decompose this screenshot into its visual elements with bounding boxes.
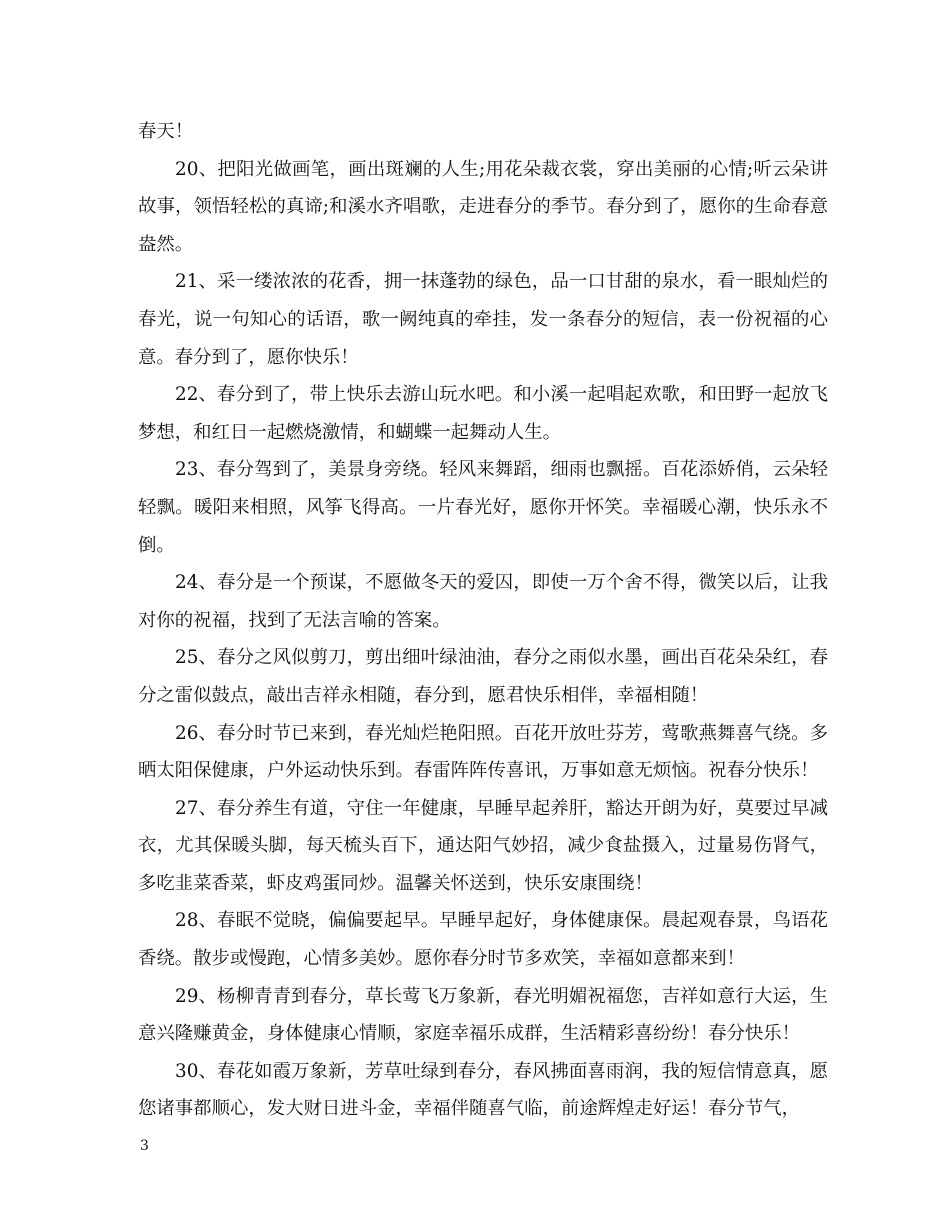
paragraph-23: 23、春分驾到了，美景身旁绕。轻风来舞蹈，细雨也飘摇。百花添娇俏，云朵轻轻飘。暖阳来相照，风筝飞得高。一片春光好，愿你开怀笑。幸福暖心潮，快乐永不倒。 [138, 459, 828, 556]
paragraph-30: 30、春花如霞万象新，芳草吐绿到春分，春风拂面喜雨润，我的短信情意真，愿您诸事都顺心，发大财日进斗金，幸福伴随喜气临，前途辉煌走好运！春分节气， [138, 1060, 828, 1120]
body-text [138, 113, 828, 1128]
paragraph-25: 25、春分之风似剪刀，剪出细叶绿油油，春分之雨似水墨，画出百花朵朵红，春分之雷似鼓点，敲出吉祥永相随，春分到，愿君快乐相伴，幸福相随！ [138, 647, 828, 706]
paragraph-24: 24、春分是一个预谋，不愿做冬天的爱囚，即使一万个舍不得，微笑以后，让我对你的祝福，找到了无法言喻的答案。 [138, 572, 828, 631]
paragraph-continuation: 春天！ [138, 121, 194, 142]
paragraph-21: 21、采一缕浓浓的花香，拥一抹蓬勃的绿色，品一口甘甜的泉水，看一眼灿烂的春光，说一句知心的话语，歌一阙纯真的牵挂，发一条春分的短信，表一份祝福的心意。春分到了，愿你快乐！ [138, 271, 828, 368]
paragraph-28: 28、春眠不觉晓，偏偏要起早。早睡早起好，身体健康保。晨起观春景，鸟语花香绕。散步或慢跑，心情多美妙。愿你春分时节多欢笑，幸福如意都来到！ [138, 910, 828, 970]
paragraph-22: 22、春分到了，带上快乐去游山玩水吧。和小溪一起唱起欢歌，和田野一起放飞梦想，和红日一起燃烧激情，和蝴蝶一起舞动人生。 [138, 384, 828, 443]
paragraph-27: 27、春分养生有道，守住一年健康，早睡早起养肝，豁达开朗为好，莫要过早减衣，尤其保暖头脚，每天梳头百下，通达阳气妙招，减少食盐摄入，过量易伤肾气，多吃韭菜香菜，虾皮鸡蛋同炒。温馨关怀送到，快乐安康围绕！ [138, 797, 828, 894]
page-number: 3 [140, 1138, 149, 1154]
paragraph-26: 26、春分时节已来到，春光灿烂艳阳照。百花开放吐芬芳，莺歌燕舞喜气绕。多晒太阳保健康，户外运动快乐到。春雷阵阵传喜讯，万事如意无烦恼。祝春分快乐！ [138, 722, 828, 782]
paragraph-20: 20、把阳光做画笔，画出斑斓的人生;用花朵裁衣裳，穿出美丽的心情;听云朵讲故事，领悟轻松的真谛;和溪水齐唱歌，走进春分的季节。春分到了，愿你的生命春意盎然。 [138, 158, 828, 255]
paragraph-29: 29、杨柳青青到春分，草长莺飞万象新，春光明媚祝福您，吉祥如意行大运，生意兴隆赚黄金，身体健康心情顺，家庭幸福乐成群，生活精彩喜纷纷！春分快乐！ [138, 985, 828, 1045]
